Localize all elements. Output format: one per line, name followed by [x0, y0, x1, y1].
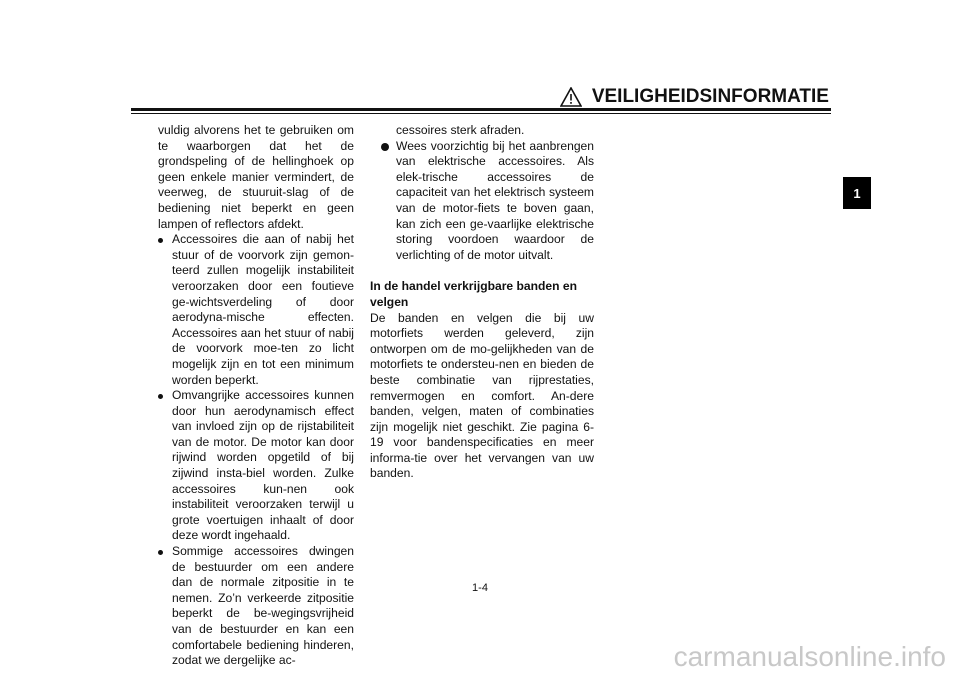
- bullet-text: Omvangrijke accessoires kunnen door hun aerodynamisch effect van invloed zijn op de rijstabiliteit van de motor. De motor kan door rijwind worden opgetild of bij zijwind insta-biel worden. Zulke accessoires kun-nen ook instabiliteit veroorzaken terwijl u grote voertuigen inhaalt of door deze wordt ingehaald.: [172, 388, 354, 543]
- bullet-item: [158, 388, 354, 544]
- left-intro-paragraph: vuldig alvorens het te gebruiken om te waarborgen dat het de grondspeling of de hellinghoek op geen enkele manier vermindert, de veerweg, de stuuruit-slag of de bediening niet beperkt en geen lampen of reflectors afdekt.: [158, 123, 354, 231]
- page-number: 1-4: [472, 582, 488, 594]
- watermark: carmanualsonline.info: [673, 641, 946, 672]
- right-column: [370, 123, 594, 482]
- chapter-tab: 1: [843, 177, 871, 209]
- bullet-text: Wees voorzichtig bij het aanbrengen van elektrische accessoires. Als elek-trische accessoires de capaciteit van het elektrisch systeem van de motor-fiets te boven gaan, kan zich een ge-vaarlijke elektrische storing voordoen waardoor de verlichting of de motor uitvalt.: [396, 138, 594, 262]
- tires-paragraph: De banden en velgen die bij uw motorfiets werden geleverd, zijn ontworpen om de mo-gelijkheden van de motorfiets te ondersteu-nen en bieden de beste combinatie van rijprestaties, remvermogen en comfort. An-dere banden, velgen, maten of combinaties zijn mogelijk niet geschikt. Zie pagina 6-19 voor bandenspecificaties en meer informa-tie over het vervangen van uw banden.: [370, 310, 594, 481]
- subsection-heading: In de handel verkrijgbare banden en velgen: [370, 279, 577, 309]
- section-title-text: VEILIGHEIDSINFORMATIE: [591, 86, 829, 107]
- section-title: [560, 86, 829, 108]
- continued-text: cessoires sterk afraden.: [396, 123, 525, 137]
- bullet-dot-icon: [381, 143, 389, 151]
- bullet-text: Sommige accessoires dwingen de bestuurder om een andere dan de normale zitpositie in te nemen. Zo’n verkeerde zitpositie beperkt de be-wegingsvrijheid van de bestuurder en kan een comfortabele bediening hinderen, zodat we dergelijke ac-: [172, 544, 354, 668]
- bullet-dot-icon: [158, 394, 163, 399]
- header-rule-thick: [131, 108, 831, 111]
- warning-triangle-icon: [560, 87, 582, 107]
- bullet-item: [158, 232, 354, 388]
- bullet-dot-icon: [158, 550, 163, 555]
- bullet-text: Accessoires die aan of nabij het stuur of de voorvork zijn gemon-teerd zullen mogelijk instabiliteit veroorzaken door een foutieve ge-wichtsverdeling of door aerodyna-mische effecten. Accessoires aan het stuur of nabij de voorvork moe-ten zo licht mogelijk zijn en tot een minimum worden beperkt.: [172, 232, 354, 387]
- bullet-item: [158, 544, 354, 669]
- bullet-item: [370, 139, 594, 264]
- bullet-dot-icon: [158, 238, 163, 243]
- header-rule-thin: [131, 113, 831, 114]
